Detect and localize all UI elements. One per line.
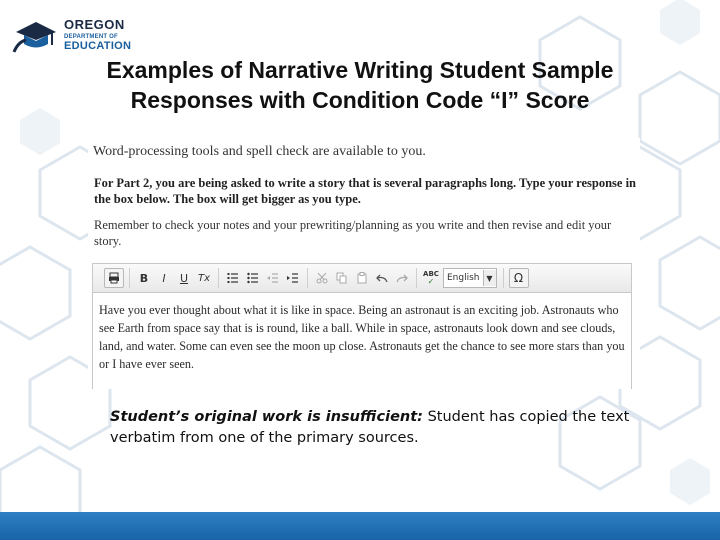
oregon-department-of-education-logo	[12, 16, 132, 56]
slide-title-line-1: Examples of Narrative Writing Student Sample	[106, 57, 614, 83]
bold-button[interactable]: B	[139, 271, 149, 285]
bulleted-list-icon[interactable]	[244, 269, 262, 287]
increase-indent-icon[interactable]	[284, 269, 302, 287]
language-select-value: English	[447, 273, 480, 283]
caption	[110, 407, 630, 449]
clear-format-button[interactable]: Tx	[197, 272, 211, 284]
response-editor[interactable]	[92, 263, 632, 389]
graduation-cap-icon	[12, 18, 60, 54]
cut-icon[interactable]	[313, 269, 331, 287]
toolbar-group-lists	[219, 268, 308, 288]
writing-prompt: For Part 2, you are being asked to write a story that is several paragraphs long. Type your response in the box below. The box will get bigger as you type.	[94, 176, 637, 206]
tools-notice: Word-processing tools and spell check are available to you.	[93, 144, 426, 159]
caption-label: Student’s original work is insufficient:	[110, 409, 423, 425]
numbered-list-icon[interactable]	[224, 269, 242, 287]
underline-button[interactable]: U	[179, 271, 189, 285]
caption-text: Student has copied the text verbatim from one of the primary sources.	[110, 409, 630, 446]
print-icon[interactable]	[104, 268, 124, 288]
copy-icon[interactable]	[333, 269, 351, 287]
footer-bar	[0, 512, 720, 540]
slide-title-line-2: Responses with Condition Code “I” Score	[130, 87, 590, 113]
toolbar-group-format	[130, 268, 219, 288]
special-character-button[interactable]: Ω	[509, 268, 529, 288]
logo-education-text: EDUCATION	[64, 40, 132, 52]
test-item-screenshot	[88, 138, 640, 388]
language-select[interactable]	[443, 268, 497, 288]
decrease-indent-icon[interactable]	[264, 269, 282, 287]
revision-reminder: Remember to check your notes and your prewriting/planning as you write and then revise and edit your story.	[94, 218, 612, 248]
toolbar-group-special	[504, 268, 534, 288]
chevron-down-icon: ▼	[483, 270, 496, 286]
undo-icon[interactable]	[373, 269, 391, 287]
paste-icon[interactable]	[353, 269, 371, 287]
toolbar-group-clipboard	[308, 268, 417, 288]
italic-button[interactable]: I	[162, 271, 166, 285]
spell-check-mark: ✓	[427, 277, 435, 286]
slide-title	[60, 55, 660, 115]
logo-department-text: DEPARTMENT OF	[64, 34, 118, 40]
spell-check-icon[interactable]	[422, 269, 440, 287]
logo-oregon-text: OREGON	[64, 17, 125, 32]
student-response-text[interactable]: Have you ever thought about what it is like in space. Being an astronaut is an exciting job. Astronauts who see Earth from space say that is is round, like a ball. While in space, astronauts look down and see clouds, land, and water. Some can even see the moon up close. Astronauts get the chance to see more stars than you or I have ever seen.	[99, 303, 625, 371]
spell-check-label: ABC	[423, 270, 439, 278]
toolbar-group-print	[99, 268, 130, 288]
editor-toolbar	[93, 264, 631, 293]
toolbar-group-language	[417, 268, 504, 288]
redo-icon[interactable]	[393, 269, 411, 287]
